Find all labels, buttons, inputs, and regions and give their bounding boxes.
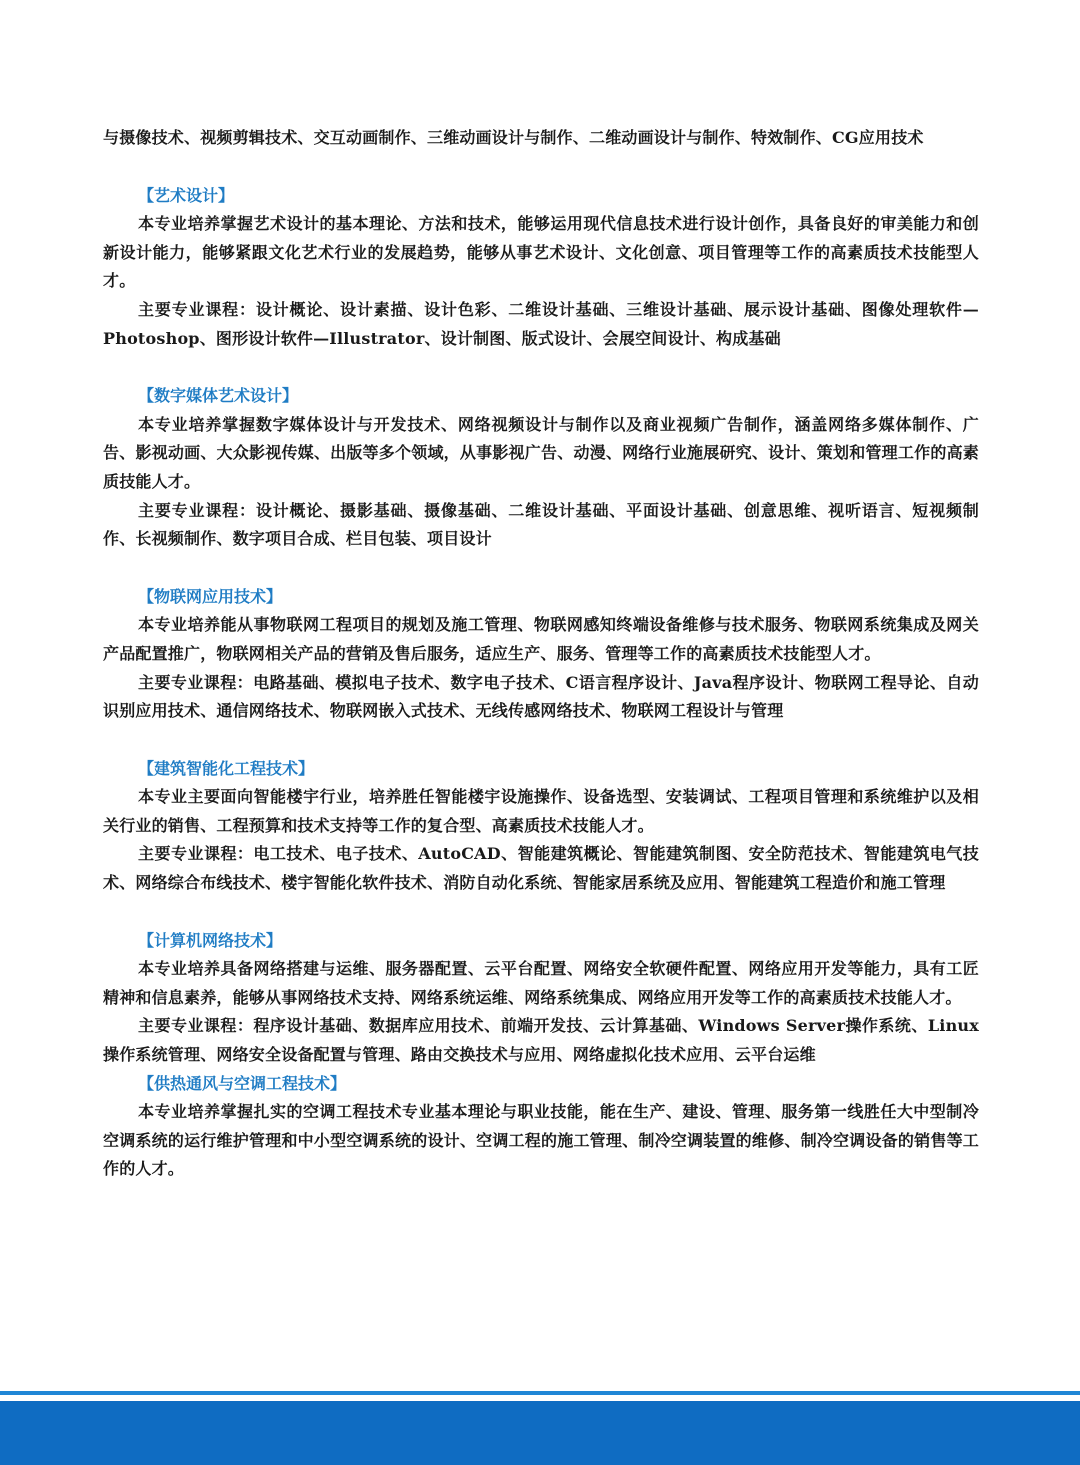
section-description: 本专业培养能从事物联网工程项目的规划及施工管理、物联网感知终端设备维修与技术服务、物联网系统集成及网关产品配置推广，物联网相关产品的营销及售后服务，适应生产、服务、管理等工作的高素质技术技能型人才。 [103, 615, 979, 663]
footer-divider [0, 1391, 1080, 1395]
section-description: 本专业培养具备网络搭建与运维、服务器配置、云平台配置、网络安全软硬件配置、网络应用开发等能力，具有工匠精神和信息素养，能够从事网络技术支持、网络系统运维、网络系统集成、网络应用开发等工作的高素质技术技能人才。 [103, 959, 979, 1007]
section-courses: 主要专业课程：电路基础、模拟电子技术、数字电子技术、C语言程序设计、Java程序设计、物联网工程导论、自动识别应用技术、通信网络技术、物联网嵌入式技术、无线传感网络技术、物联网工程设计与管理 [103, 672, 979, 721]
section-description: 本专业主要面向智能楼宇行业，培养胜任智能楼宇设施操作、设备选型、安装调试、工程项目管理和系统维护以及相关行业的销售、工程预算和技术支持等工作的复合型、高素质技术技能人才。 [103, 787, 979, 835]
section-iot-application [103, 583, 979, 726]
section-computer-network [103, 927, 979, 1070]
section-description: 本专业培养掌握数字媒体设计与开发技术、网络视频设计与制作以及商业视频广告制作，涵盖网络多媒体制作、广告、影视动画、大众影视传媒、出版等多个领域，从事影视广告、动漫、网络行业施展研究、设计、策划和管理工作的高素质技能人才。 [103, 414, 979, 491]
section-building-intelligence [103, 755, 979, 898]
intro-paragraph: 与摄像技术、视频剪辑技术、交互动画制作、三维动画设计与制作、二维动画设计与制作、特效制作、CG应用技术 [103, 128, 924, 147]
section-title: 【物联网应用技术】 [138, 586, 283, 606]
section-digital-media-art-design [103, 382, 979, 554]
section-description: 本专业培养掌握扎实的空调工程技术专业基本理论与职业技能，能在生产、建设、管理、服务第一线胜任大中型制冷空调系统的运行维护管理和中小型空调系统的设计、空调工程的施工管理、制冷空调装置的维修、制冷空调设备的销售等工作的人才。 [103, 1102, 979, 1179]
footer-bar [0, 1401, 1080, 1465]
section-title: 【艺术设计】 [138, 185, 235, 205]
section-art-design [103, 182, 979, 354]
section-courses: 主要专业课程：程序设计基础、数据库应用技术、前端开发技、云计算基础、Windows Server操作系统、Linux操作系统管理、网络安全设备配置与管理、路由交换技术与应用、网络虚拟化技术应用、云平台运维 [103, 1016, 979, 1065]
section-description: 本专业培养掌握艺术设计的基本理论、方法和技术，能够运用现代信息技术进行设计创作，具备良好的审美能力和创新设计能力，能够紧跟文化艺术行业的发展趋势，能够从事艺术设计、文化创意、项目管理等工作的高素质技术技能型人才。 [103, 214, 979, 291]
section-title: 【数字媒体艺术设计】 [138, 386, 299, 406]
section-title: 【供热通风与空调工程技术】 [138, 1073, 347, 1093]
section-hvac-engineering [103, 1070, 979, 1184]
page-content [103, 124, 979, 1184]
section-courses: 主要专业课程：电工技术、电子技术、AutoCAD、智能建筑概论、智能建筑制图、安全防范技术、智能建筑电气技术、网络综合布线技术、楼宇智能化软件技术、消防自动化系统、智能家居系统及应用、智能建筑工程造价和施工管理 [103, 844, 979, 893]
section-title: 【计算机网络技术】 [138, 930, 283, 950]
section-courses: 主要专业课程：设计概论、摄影基础、摄像基础、二维设计基础、平面设计基础、创意思维、视听语言、短视频制作、长视频制作、数字项目合成、栏目包装、项目设计 [103, 500, 979, 549]
section-title: 【建筑智能化工程技术】 [138, 758, 315, 778]
section-courses: 主要专业课程：设计概论、设计素描、设计色彩、二维设计基础、三维设计基础、展示设计基础、图像处理软件—Photoshop、图形设计软件—Illustrator、设计制图、版式设计、会展空间设计、构成基础 [103, 299, 979, 348]
